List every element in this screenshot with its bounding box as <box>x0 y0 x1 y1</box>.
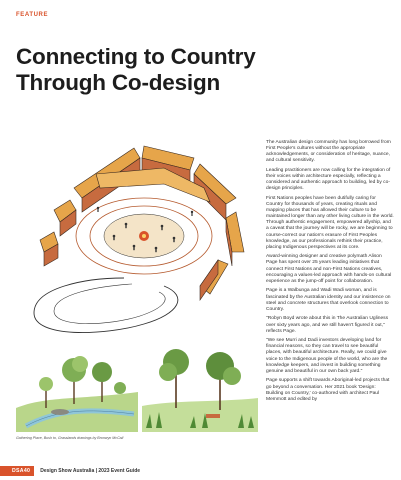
paragraph: Page is a Walbunga and Wadi Wadi woman, and is fascinated by the Australian identity and our insistence on steel and concrete structures that overlook connection to Country. <box>266 288 391 312</box>
paragraph: First Nations peoples have been dutifully caring for Country for thousands of years, creating rituals and mapping places that has allowed their culture to be maintained longer than any other living culture in the world. Through authentic engagement, empowered allyship, and a caveat that the journey will be rocky, we are beginning to course-correct our nation's erasure of First Peoples knowledge, as our professionals rethink their practice, placing Indigenous perspectives at its core. <box>266 195 394 250</box>
page-number-badge: DSA40 <box>0 466 34 476</box>
paragraph: "Robyn Boyd wrote about this in The Australian Ugliness over sixty years ago, and we still haven't figured it out," reflects Page. <box>266 316 389 334</box>
paragraph: Leading practitioners are now calling for the integration of their voices within architecture especially, reflecting a considered and authentic approach to building, led by co-design principles. <box>266 167 391 192</box>
title-line-2: Through Co-design <box>16 70 221 95</box>
page-title <box>16 44 346 96</box>
gathering-place-illustration <box>14 128 258 344</box>
paragraph: "We see Murri and Dadi investors developing land for financial reasons, so they can travel to see beautiful places, with beautiful architecture. Really, we could give voice to the Indigenous people of the world, who are the knowledge keepers, and invest in building something genuine and beautiful in our own back yard." <box>266 338 388 374</box>
page-footer <box>0 462 401 480</box>
paragraph: The Australian design community has long borrowed from First People's cultures without the appropriate acknowledgements, or consideration of heritage, nuance, and cultural sensitivity. <box>266 140 391 164</box>
bush-illustration <box>16 348 138 432</box>
grasslands-illustration <box>142 348 258 432</box>
title-line-1: Connecting to Country <box>16 44 256 69</box>
publication-name: Design Show Australia | 2023 Event Guide <box>40 468 141 474</box>
image-caption: Gathering Place, Bush to, Grasslands drawings by Bronwyn McCall <box>16 436 124 440</box>
article-body <box>266 140 394 406</box>
paragraph: Page supports a shift towards Aboriginal-led projects that go beyond a conversation. Her 2021 book 'Design: Building on Country,' co-authored with architect Paul Memmott and edited by <box>266 378 390 402</box>
section-label: FEATURE <box>16 12 49 18</box>
paragraph: Award-winning designer and creative polymath Alison Page has spent over 25 years leading initiatives that connect First Nations and non-First Nations creatives, encouraging a values-led approach with hands-on cultural experience as the jump-off point for collaboration. <box>266 254 392 284</box>
